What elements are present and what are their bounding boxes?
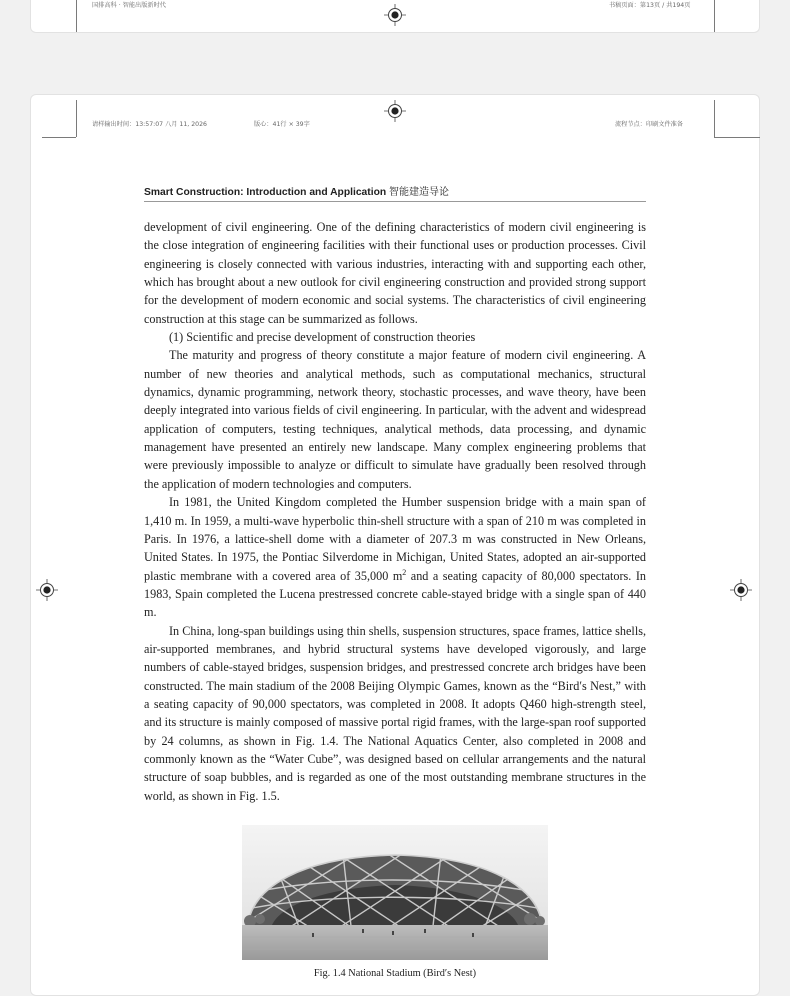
section-heading: (1) Scientific and precise development of construction theories (169, 330, 476, 345)
crop-mark (42, 137, 76, 138)
paragraph: The maturity and progress of theory constitute a major feature of modern civil engineering. A number of new theories and analytical methods, such as computational mechanics, structural dynamics, dynamic programming, network theory, stochastic processes, and wave theory, have been deeply integrated into various fields of civil engineering. In particular, with the advent and widespread application of computers, testing techniques, analytical methods, data processing, and dynamic management have presented an entirely new landscape. Many complex engineering problems that were previously impossible to analyze or difficult to simulate have gradually been resolved through the application of modern technologies and computers. (144, 348, 646, 491)
running-head (144, 183, 646, 198)
paragraph: In China, long-span buildings using thin shells, suspension structures, space frames, lattice shells, air-supported membranes, and hybrid structural systems have developed vigorously, and large numbers of cable-stayed bridges, suspension bridges, and prestressed concrete arch bridges have been constructed. The main stadium of the 2008 Beijing Olympic Games, known as the “Bird′s Nest,” with a seating capacity of 90,000 spectators, was completed in 2008. It adopts Q460 high-strength steel, and its structure is mainly composed of massive portal rigid frames, with the large-span roof supported by 24 columns, as shown in Fig. 1.4. The National Aquatics Center, also completed in 2008 and commonly known as the “Water Cube”, was designed based on cellular arrangements and the natural structure of soap bubbles, and is regarded as one of the most outstanding membrane structures in the world, as shown in Fig. 1.5. (144, 623, 646, 803)
crop-mark (714, 100, 715, 137)
crop-mark (76, 0, 77, 32)
body-text (144, 218, 646, 805)
paragraph-part: In 1981, the United Kingdom completed the Humber suspension bridge with a main span of 1,410 m. In 1959, a multi-wave hyperbolic thin-shell structure with a span of 210 m was completed in Paris. In 1976, a lattice-shell dome with a diameter of 207.3 m was constructed in New Orleans, United States. In 1975, the Pontiac Silverdome in Michigan, United States, adopted an air-supported plastic membrane with a covered area of 35,000 m (144, 495, 646, 583)
output-time-label: 请样输出时间：13:57:07 八月 11, 2026 (92, 121, 207, 128)
registration-mark-icon (730, 579, 752, 601)
paragraph-part: and a seating capacity of 80,000 spectators. In 1983, Spain completed the Lucena prestressed concrete cable-stayed bridge with a single span of 440 m. (144, 568, 646, 620)
registration-mark-icon (384, 100, 406, 122)
registration-mark-icon (36, 579, 58, 601)
top-strip-left-text: 国排高科 · 智能出版新时代 (92, 2, 166, 9)
paragraph: development of civil engineering. One of the defining characteristics of modern civil engineering is the close integration of engineering facilities with their functional uses or production processes. Civil engineering is closely connected with various industries, interacting with and supporting each other, which has brought about a new outlook for civil engineering construction and provided strong support for the development of modern economic and social systems. The characteristics of civil engineering construction at this stage can be summarized as follows. (144, 220, 646, 326)
crop-mark (714, 137, 760, 138)
paragraph (144, 493, 646, 621)
running-head-english: Smart Construction: Introduction and Application (144, 187, 387, 198)
workflow-node-label: 流程节点：印刷文件准备 (615, 121, 684, 128)
crop-mark (76, 100, 77, 137)
top-strip-right-text: 书稿页面：第13页 / 共194页 (609, 2, 691, 9)
registration-mark-icon (384, 4, 406, 26)
running-head-chinese: 智能建造导论 (389, 187, 450, 198)
superscript: 2 (402, 567, 407, 577)
layout-label: 版心：41行 × 39字 (254, 121, 310, 128)
running-head-rule (144, 201, 646, 202)
birds-nest-photo (242, 825, 548, 960)
figure-caption: Fig. 1.4 National Stadium (Bird′s Nest) (313, 968, 477, 979)
crop-mark (714, 0, 715, 32)
